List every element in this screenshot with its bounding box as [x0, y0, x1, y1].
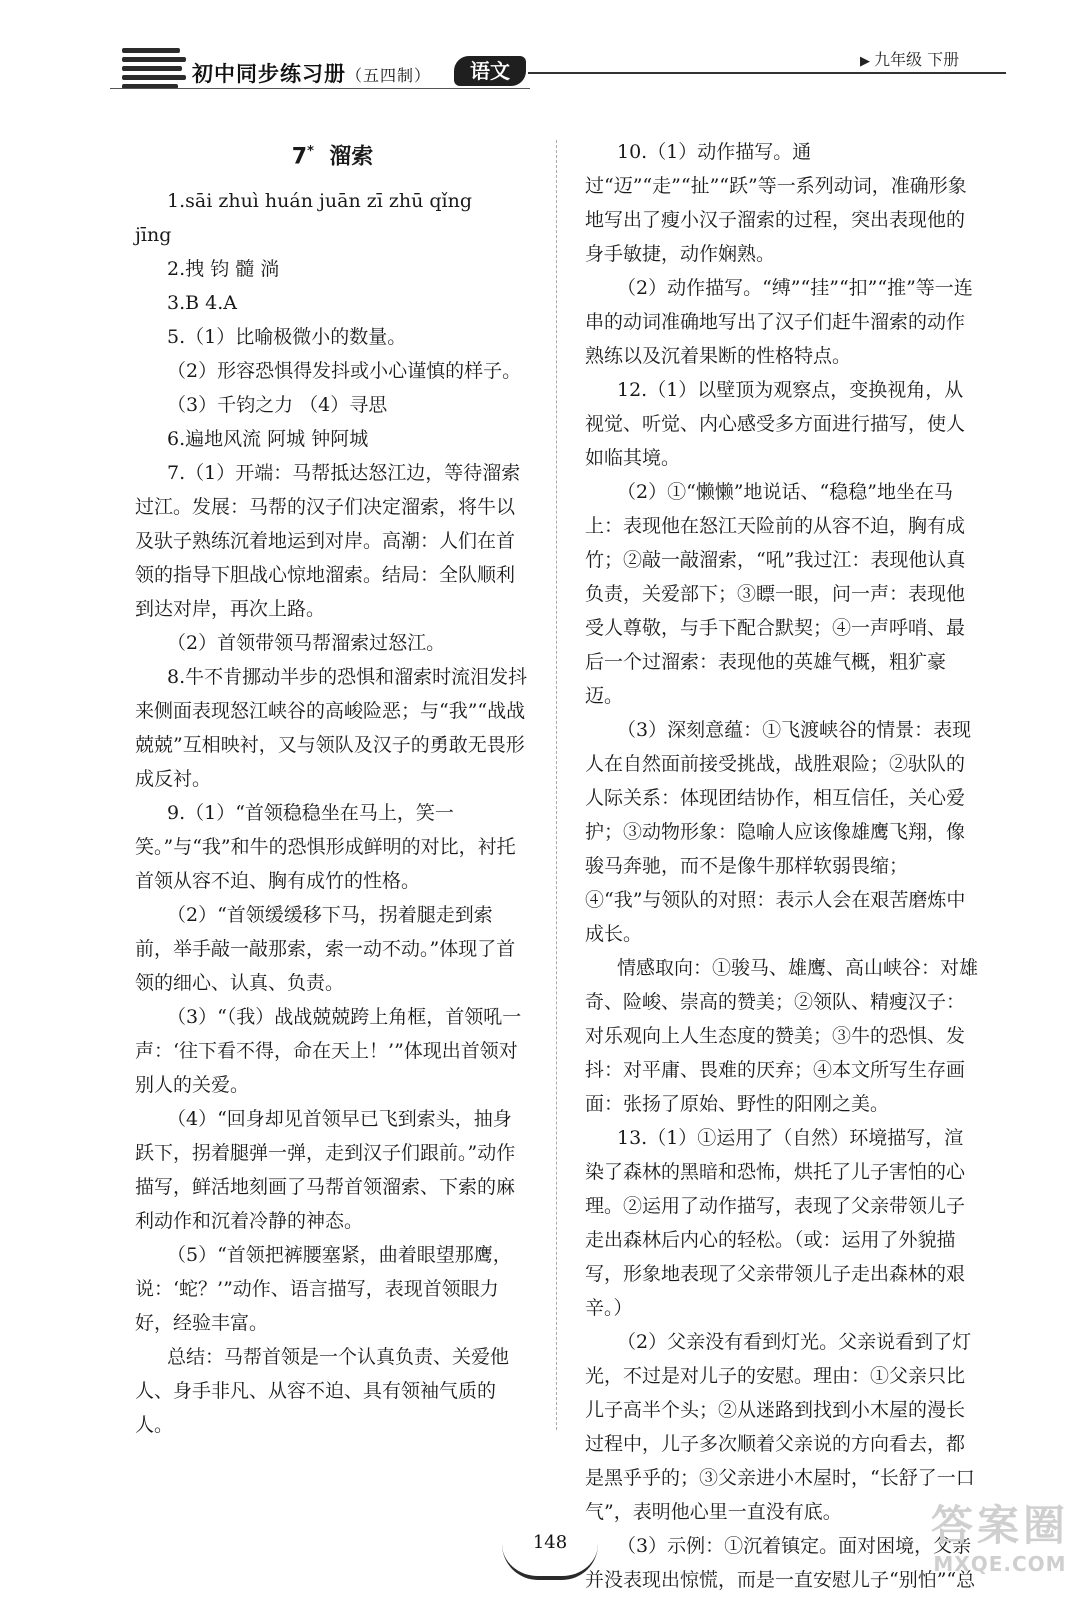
- answer-paragraph: 5.（1）比喻极微小的数量。: [167, 326, 407, 349]
- answer-paragraph: 总结：马帮首领是一个认真负责、关爱他人、身手非凡、从容不迫、具有领袖气质的人。: [135, 1346, 510, 1437]
- answer-paragraph: 13.（1）①运用了（自然）环境描写，渲染了森林的黑暗和恐怖，烘托了儿子害怕的心理。②运用了动作描写，表现了父亲带领儿子走出森林后内心的轻松。（或：运用了外貌描写，形象地表现了父亲带领儿子走出森林的艰辛。）: [585, 1127, 966, 1319]
- answer-paragraph: （2）首领带领马帮溜索过怒江。: [167, 632, 446, 655]
- answer-paragraph: 3.B 4.A: [167, 292, 237, 315]
- answer-paragraph: 6.遍地风流 阿城 钟阿城: [167, 428, 369, 451]
- triangle-right-icon: ▶: [860, 54, 870, 69]
- answer-paragraph: （5）“首领把裤腰塞紧，曲着眼望那鹰，说：‘蛇？’”动作、语言描写，表现首领眼力好，经验丰富。: [135, 1244, 512, 1335]
- answer-paragraph: 情感取向：①骏马、雄鹰、高山峡谷：对雄奇、险峻、崇高的赞美；②领队、精瘦汉子：对乐观向上人生态度的赞美；③牛的恐惧、发抖：对平庸、畏难的厌弃；④本文所写生存画面：张扬了原始、野性的阳刚之美。: [585, 957, 979, 1115]
- series-edition: （五四制）: [346, 66, 432, 85]
- watermark-text: 答案圈: [930, 1501, 1069, 1550]
- page-header: [0, 0, 1089, 110]
- answer-paragraph: （2）①“懒懒”地说话、“稳稳”地坐在马上：表现他在怒江天险前的从容不迫，胸有成竹；②敲一敲溜索，“吼”我过江：表现他认真负责，关爱部下；③瞟一眼，问一声：表现他受人尊敬，与手下配合默契；④一声呼哨、最后一个过溜索：表现他的英雄气概，粗犷豪迈。: [585, 481, 966, 707]
- answer-paragraph: （3）示例：①沉着镇定。面对困境，父亲并没表现出惊慌，而是一直安慰儿子“别怕”“总: [585, 1535, 976, 1591]
- series-title: [192, 58, 431, 88]
- answer-paragraph: （2）形容恐惧得发抖或小心谨慎的样子。: [167, 360, 522, 383]
- lesson-star-mark: *: [307, 144, 314, 159]
- lesson-number: 7: [291, 144, 308, 170]
- header-rule: [528, 72, 1006, 74]
- answer-paragraph: （3）“（我）战战兢兢跨上角框，首领吼一声：‘往下看不得，命在天上！’”体现出首领对别人的关爱。: [135, 1006, 522, 1097]
- left-column: [135, 135, 530, 1442]
- series-title-text: 初中同步练习册: [192, 61, 346, 86]
- answer-paragraph: 8.牛不肯挪动半步的恐惧和溜索时流泪发抖来侧面表现怒江峡谷的高峻险恶；与“我”“战战兢兢”互相映衬，又与领队及汉子的勇敢无畏形成反衬。: [135, 666, 528, 791]
- answer-paragraph: jīng: [135, 224, 172, 247]
- book-stack-icon: [122, 48, 186, 92]
- column-divider: [556, 140, 557, 1430]
- page-number: 148: [532, 1532, 568, 1553]
- answer-paragraph: （2）动作描写。“缚”“挂”“扣”“推”等一连串的动词准确地写出了汉子们赶牛溜索的动作熟练以及沉着果断的性格特点。: [585, 277, 973, 367]
- answer-paragraph: （3）深刻意蕴：①飞渡峡谷的情景：表现人在自然面前接受挑战，战胜艰险；②驮队的人际关系：体现团结协作，相互信任，关心爱护；③动物形象：隐喻人应该像雄鹰飞翔，像骏马奔驰，而不是像牛那样软弱畏缩；④“我”与领队的对照：表示人会在艰苦磨炼中成长。: [585, 719, 972, 945]
- header-rule-lower: [110, 88, 530, 89]
- answer-paragraph: 10.（1）动作描写。通过“迈”“走”“扯”“跃”等一系列动词，准确形象地写出了瘦小汉子溜索的过程，突出表现他的身手敏捷，动作娴熟。: [585, 141, 967, 265]
- grade-label: [860, 47, 959, 70]
- right-column: [585, 135, 980, 1597]
- subject-tag: 语文: [454, 56, 526, 86]
- watermark-logo: [920, 1500, 1080, 1590]
- page-number-badge: [496, 1528, 604, 1580]
- answer-paragraph: （2）“首领缓缓移下马，拐着腿走到索前，举手敲一敲那索，索一动不动。”体现了首领的细心、认真、负责。: [135, 904, 516, 995]
- lesson-title: [135, 135, 530, 174]
- answer-paragraph: 12.（1）以壁顶为观察点，变换视角，从视觉、听觉、内心感受多方面进行描写，使人如临其境。: [585, 379, 966, 469]
- answer-paragraph: （3）千钧之力 （4）寻思: [167, 394, 388, 417]
- answer-paragraph: 1.sāi zhuì huán juān zī zhū qǐng: [167, 190, 473, 213]
- answer-paragraph: 9.（1）“首领稳稳坐在马上，笑一笑。”与“我”和牛的恐惧形成鲜明的对比，衬托首领从容不迫、胸有成竹的性格。: [135, 802, 516, 893]
- answer-paragraph: 7.（1）开端：马帮抵达怒江边，等待溜索过江。发展：马帮的汉子们决定溜索，将牛以及驮子熟练沉着地运到对岸。高潮：人们在首领的指导下胆战心惊地溜索。结局：全队顺利到达对岸，再次上路。: [135, 462, 521, 621]
- watermark-url: MXQE.COM: [933, 1552, 1067, 1576]
- lesson-title-text: 溜索: [329, 144, 374, 170]
- answer-paragraph: （4）“回身却见首领早已飞到索头，抽身跃下，拐着腿弹一弹，走到汉子们跟前。”动作描写，鲜活地刻画了马帮首领溜索、下索的麻利动作和沉着冷静的神态。: [135, 1108, 516, 1233]
- answer-paragraph: （2）父亲没有看到灯光。父亲说看到了灯光，不过是对儿子的安慰。理由：①父亲只比儿子高半个头；②从迷路到找到小木屋的漫长过程中，儿子多次顺着父亲说的方向看去，都是黑乎乎的；③父亲进小木屋时，“长舒了一口气”，表明他心里一直没有底。: [585, 1331, 975, 1523]
- answer-paragraph: 2.拽 钧 髓 淌: [167, 258, 280, 281]
- grade-text: 九年级 下册: [874, 50, 960, 69]
